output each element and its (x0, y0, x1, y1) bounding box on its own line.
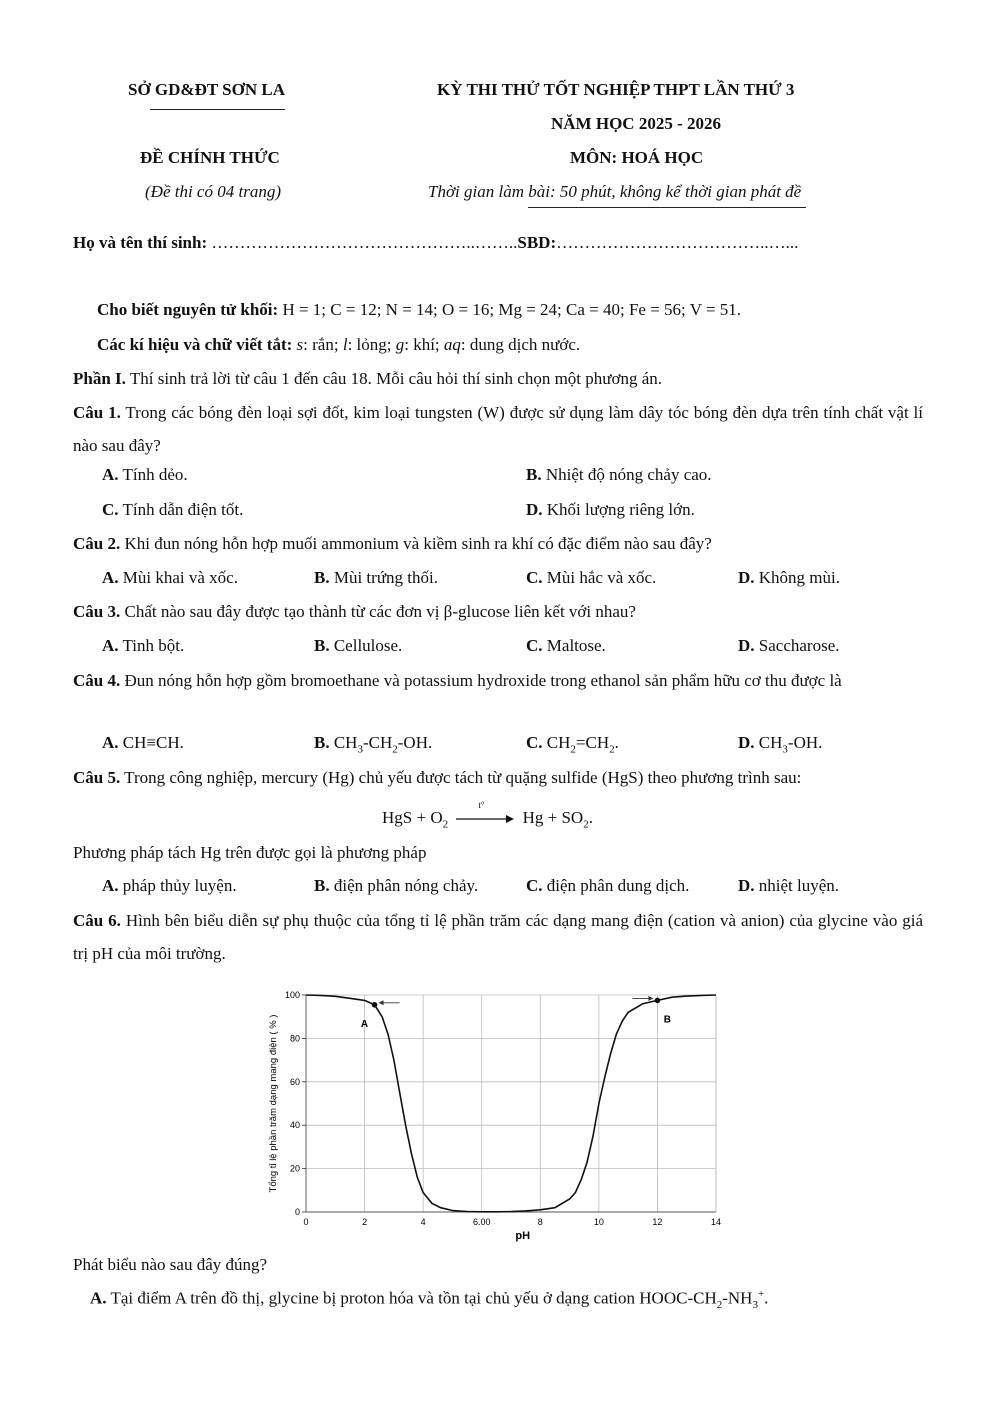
formula-subscript: 3 (752, 1299, 758, 1312)
equation-part: . (588, 808, 593, 827)
option-text: Tại điểm A trên đồ thị, glycine bị proton hóa và tồn tại chủ yếu ở dạng cation HOOC-CH (110, 1288, 717, 1308)
option-letter: B. (314, 636, 330, 655)
option-letter: D. (738, 733, 755, 752)
point-label: A (360, 1018, 369, 1030)
x-axis-label: pH (515, 1230, 531, 1242)
point-marker (372, 1002, 378, 1008)
candidate-line (73, 233, 798, 253)
question-5-text: Trong công nghiệp, mercury (Hg) chủ yếu được tách từ quặng sulfide (HgS) theo phương trình sau: (120, 768, 802, 787)
option-text: Tính dẻo. (122, 465, 188, 484)
option-text: điện phân dung dịch. (546, 876, 690, 895)
question-4-label: Câu 4. (73, 671, 121, 690)
option-text: nhiệt luyện. (758, 876, 840, 895)
q4-option-a[interactable] (102, 733, 184, 753)
department-underline (150, 109, 285, 110)
reaction-condition: t° (478, 800, 485, 811)
option-text: CH≡CH. (122, 733, 184, 752)
q3-option-c[interactable] (526, 636, 606, 656)
point-arrowhead (648, 996, 653, 1001)
glycine-ph-chart (262, 978, 732, 1248)
equation-part: HgS + O (382, 808, 443, 827)
point-label: B (663, 1014, 672, 1026)
question-4 (73, 664, 923, 697)
q2-option-a[interactable] (102, 568, 238, 588)
option-text: Cellulose. (333, 636, 403, 655)
question-3-text: Chất nào sau đây được tạo thành từ các đơn vị β-glucose liên kết với nhau? (120, 602, 636, 621)
q1-option-c[interactable] (102, 500, 243, 520)
abbr-l-text: : lỏng; (347, 335, 396, 354)
question-1 (73, 396, 923, 462)
question-6-label: Câu 6. (73, 911, 121, 930)
exam-title: KỲ THI THỬ TỐT NGHIỆP THPT LẦN THỨ 3 (437, 80, 795, 99)
q1-option-d[interactable] (526, 500, 695, 520)
option-text: -NH (722, 1288, 753, 1308)
subject-label: MÔN: HOÁ HỌC (570, 148, 704, 167)
abbr-aq: aq (443, 335, 461, 354)
formula-part: CH (333, 733, 358, 752)
x-tick-label: 6.00 (472, 1217, 491, 1227)
abbr-s-text: : rắn; (303, 335, 343, 354)
x-tick-label: 2 (362, 1217, 368, 1227)
option-letter: A. (102, 636, 119, 655)
x-tick-label: 10 (593, 1217, 604, 1227)
q4-option-b[interactable] (314, 733, 432, 755)
equation-subscript: 2 (442, 818, 449, 831)
option-letter: A. (102, 465, 119, 484)
chart-points (361, 996, 671, 1030)
candidate-name-field[interactable]: ………………………………………..…….. (211, 233, 518, 252)
arrow-icon (456, 814, 514, 824)
option-letter: B. (526, 465, 542, 484)
option-letter: D. (738, 876, 755, 895)
option-letter: C. (526, 876, 543, 895)
option-text: Maltose. (546, 636, 606, 655)
abbreviations-label: Các kí hiệu và chữ viết tắt: (97, 335, 293, 354)
reaction-arrow (456, 800, 514, 824)
option-letter: C. (102, 500, 119, 519)
part1-text: Thí sinh trả lời từ câu 1 đến câu 18. Mỗi câu hỏi thí sinh chọn một phương án. (125, 369, 663, 388)
q5-option-b[interactable] (314, 876, 478, 896)
y-tick-label: 100 (284, 990, 300, 1000)
point-marker (655, 998, 661, 1004)
option-letter: A. (102, 568, 119, 587)
q2-option-b[interactable] (314, 568, 438, 588)
option-text: Mùi trứng thối. (333, 568, 438, 587)
pages-note: (Đề thi có 04 trang) (145, 182, 281, 201)
option-letter: A. (90, 1288, 107, 1308)
equation-subscript: 2 (583, 818, 589, 831)
formula-part: CH (546, 733, 571, 752)
x-tick-label: 0 (303, 1217, 309, 1227)
question-1-label: Câu 1. (73, 403, 121, 422)
option-text: Tinh bột. (122, 636, 185, 655)
q1-option-a[interactable] (102, 465, 188, 485)
option-letter: A. (102, 876, 119, 895)
y-tick-label: 60 (289, 1076, 300, 1087)
option-letter: A. (102, 733, 119, 752)
option-text: pháp thủy luyện. (122, 876, 237, 895)
q1-option-b[interactable] (526, 465, 712, 485)
question-6-text: Hình bên biểu diễn sự phụ thuộc của tổng tỉ lệ phần trăm các dạng mang điện (cation và anion) của glycine vào giá trị pH của môi trường. (73, 911, 924, 963)
question-5 (73, 768, 801, 788)
option-letter: B. (314, 876, 330, 895)
candidate-name-label: Họ và tên thí sinh: (73, 233, 208, 252)
abbr-aq-text: : dung dịch nước. (460, 335, 581, 354)
q3-option-a[interactable] (102, 636, 184, 656)
sbd-label: SBD: (517, 233, 557, 252)
question-5-label: Câu 5. (73, 768, 121, 787)
option-letter: C. (526, 733, 543, 752)
part1-label: Phần I. (73, 369, 126, 388)
x-tick-label: 14 (710, 1217, 722, 1227)
option-text: Mùi khai và xốc. (122, 568, 238, 587)
q3-option-b[interactable] (314, 636, 402, 656)
option-letter: B. (314, 733, 330, 752)
formula-subscript: 2 (570, 743, 576, 756)
question-1-text: Trong các bóng đèn loại sợi đốt, kim loại tungsten (W) được sử dụng làm dây tóc bóng đèn dựa trên tính chất vật lí nào sau đây? (73, 403, 923, 455)
formula-part: CH (758, 733, 783, 752)
point-arrowhead (379, 1000, 384, 1005)
question-6 (73, 904, 923, 970)
option-letter: D. (526, 500, 543, 519)
q4-option-d[interactable] (738, 733, 822, 755)
option-letter: B. (314, 568, 330, 587)
official-label: ĐỀ CHÍNH THỨC (140, 148, 280, 167)
formula-part: . (614, 733, 619, 752)
option-text: Tính dẫn điện tốt. (122, 500, 244, 519)
reaction-equation (382, 800, 593, 831)
formula-subscript: 2 (609, 743, 615, 756)
option-text: Không mùi. (758, 568, 841, 587)
option-text: Saccharose. (758, 636, 840, 655)
time-note: Thời gian làm bài: 50 phút, không kể thời gian phát đề (428, 182, 802, 201)
department-name: SỞ GD&ĐT SƠN LA (128, 80, 285, 99)
formula-subscript: 2 (392, 743, 398, 756)
option-text: Mùi hắc và xốc. (546, 568, 657, 587)
abbr-g: g (395, 335, 405, 354)
formula-subscript: 2 (716, 1299, 723, 1312)
option-letter: D. (738, 568, 755, 587)
q2-option-d[interactable] (738, 568, 840, 588)
chart-ticks (285, 990, 721, 1227)
question-3 (73, 602, 636, 622)
option-text: Khối lượng riêng lớn. (546, 500, 695, 519)
q2-option-c[interactable] (526, 568, 656, 588)
question-2-label: Câu 2. (73, 534, 121, 553)
q6-option-a[interactable] (90, 1288, 768, 1311)
formula-superscript: + (757, 1288, 765, 1300)
option-letter: C. (526, 636, 543, 655)
q4-option-c[interactable] (526, 733, 619, 755)
q5-option-d[interactable] (738, 876, 839, 896)
x-tick-label: 4 (420, 1217, 426, 1227)
formula-part: -OH. (397, 733, 433, 752)
formula-subscript: 3 (782, 743, 788, 756)
option-letter: C. (526, 568, 543, 587)
formula-part: -OH. (787, 733, 823, 752)
option-letter: D. (738, 636, 755, 655)
sbd-field[interactable]: ………………………………..…... (556, 233, 799, 252)
y-tick-label: 80 (289, 1033, 300, 1044)
question-4-text: Đun nóng hỗn hợp gồm bromoethane và potassium hydroxide trong ethanol sản phẩm hữu cơ thu được là (120, 671, 842, 690)
x-tick-label: 8 (537, 1217, 543, 1227)
option-text: . (764, 1288, 769, 1308)
y-tick-label: 20 (289, 1163, 300, 1174)
question-2-text: Khi đun nóng hỗn hợp muối ammonium và kiềm sinh ra khí có đặc điểm nào sau đây? (120, 534, 712, 553)
option-text: Nhiệt độ nóng chảy cao. (545, 465, 712, 484)
equation-part: Hg + SO (522, 808, 584, 827)
y-tick-label: 40 (289, 1120, 300, 1131)
abbr-s: s (296, 335, 304, 354)
school-year: NĂM HỌC 2025 - 2026 (551, 114, 721, 133)
y-tick-label: 0 (294, 1207, 300, 1217)
atomic-masses-values: H = 1; C = 12; N = 14; O = 16; Mg = 24; Ca = 40; Fe = 56; V = 51. (282, 300, 742, 319)
abbr-g-text: : khí; (404, 335, 444, 354)
q3-option-d[interactable] (738, 636, 840, 656)
formula-part: -CH (362, 733, 393, 752)
question-2 (73, 534, 712, 554)
formula-part: =CH (575, 733, 610, 752)
option-text: điện phân nóng chảy. (333, 876, 479, 895)
question-5-follow: Phương pháp tách Hg trên được gọi là phương pháp (73, 843, 427, 862)
atomic-masses (97, 300, 741, 320)
q5-option-c[interactable] (526, 876, 689, 896)
q5-option-a[interactable] (102, 876, 237, 896)
abbr-l: l (342, 335, 348, 354)
time-underline (528, 207, 806, 208)
y-axis-label: Tổng tỉ lệ phần trăm dạng mang điện ( % ) (268, 1014, 279, 1193)
question-3-label: Câu 3. (73, 602, 121, 621)
formula-subscript: 3 (357, 743, 363, 756)
x-tick-label: 12 (652, 1217, 663, 1227)
atomic-masses-label: Cho biết nguyên tử khối: (97, 300, 279, 319)
part1-intro (73, 369, 662, 389)
question-6-prompt: Phát biểu nào sau đây đúng? (73, 1255, 268, 1274)
abbreviations (97, 335, 580, 355)
